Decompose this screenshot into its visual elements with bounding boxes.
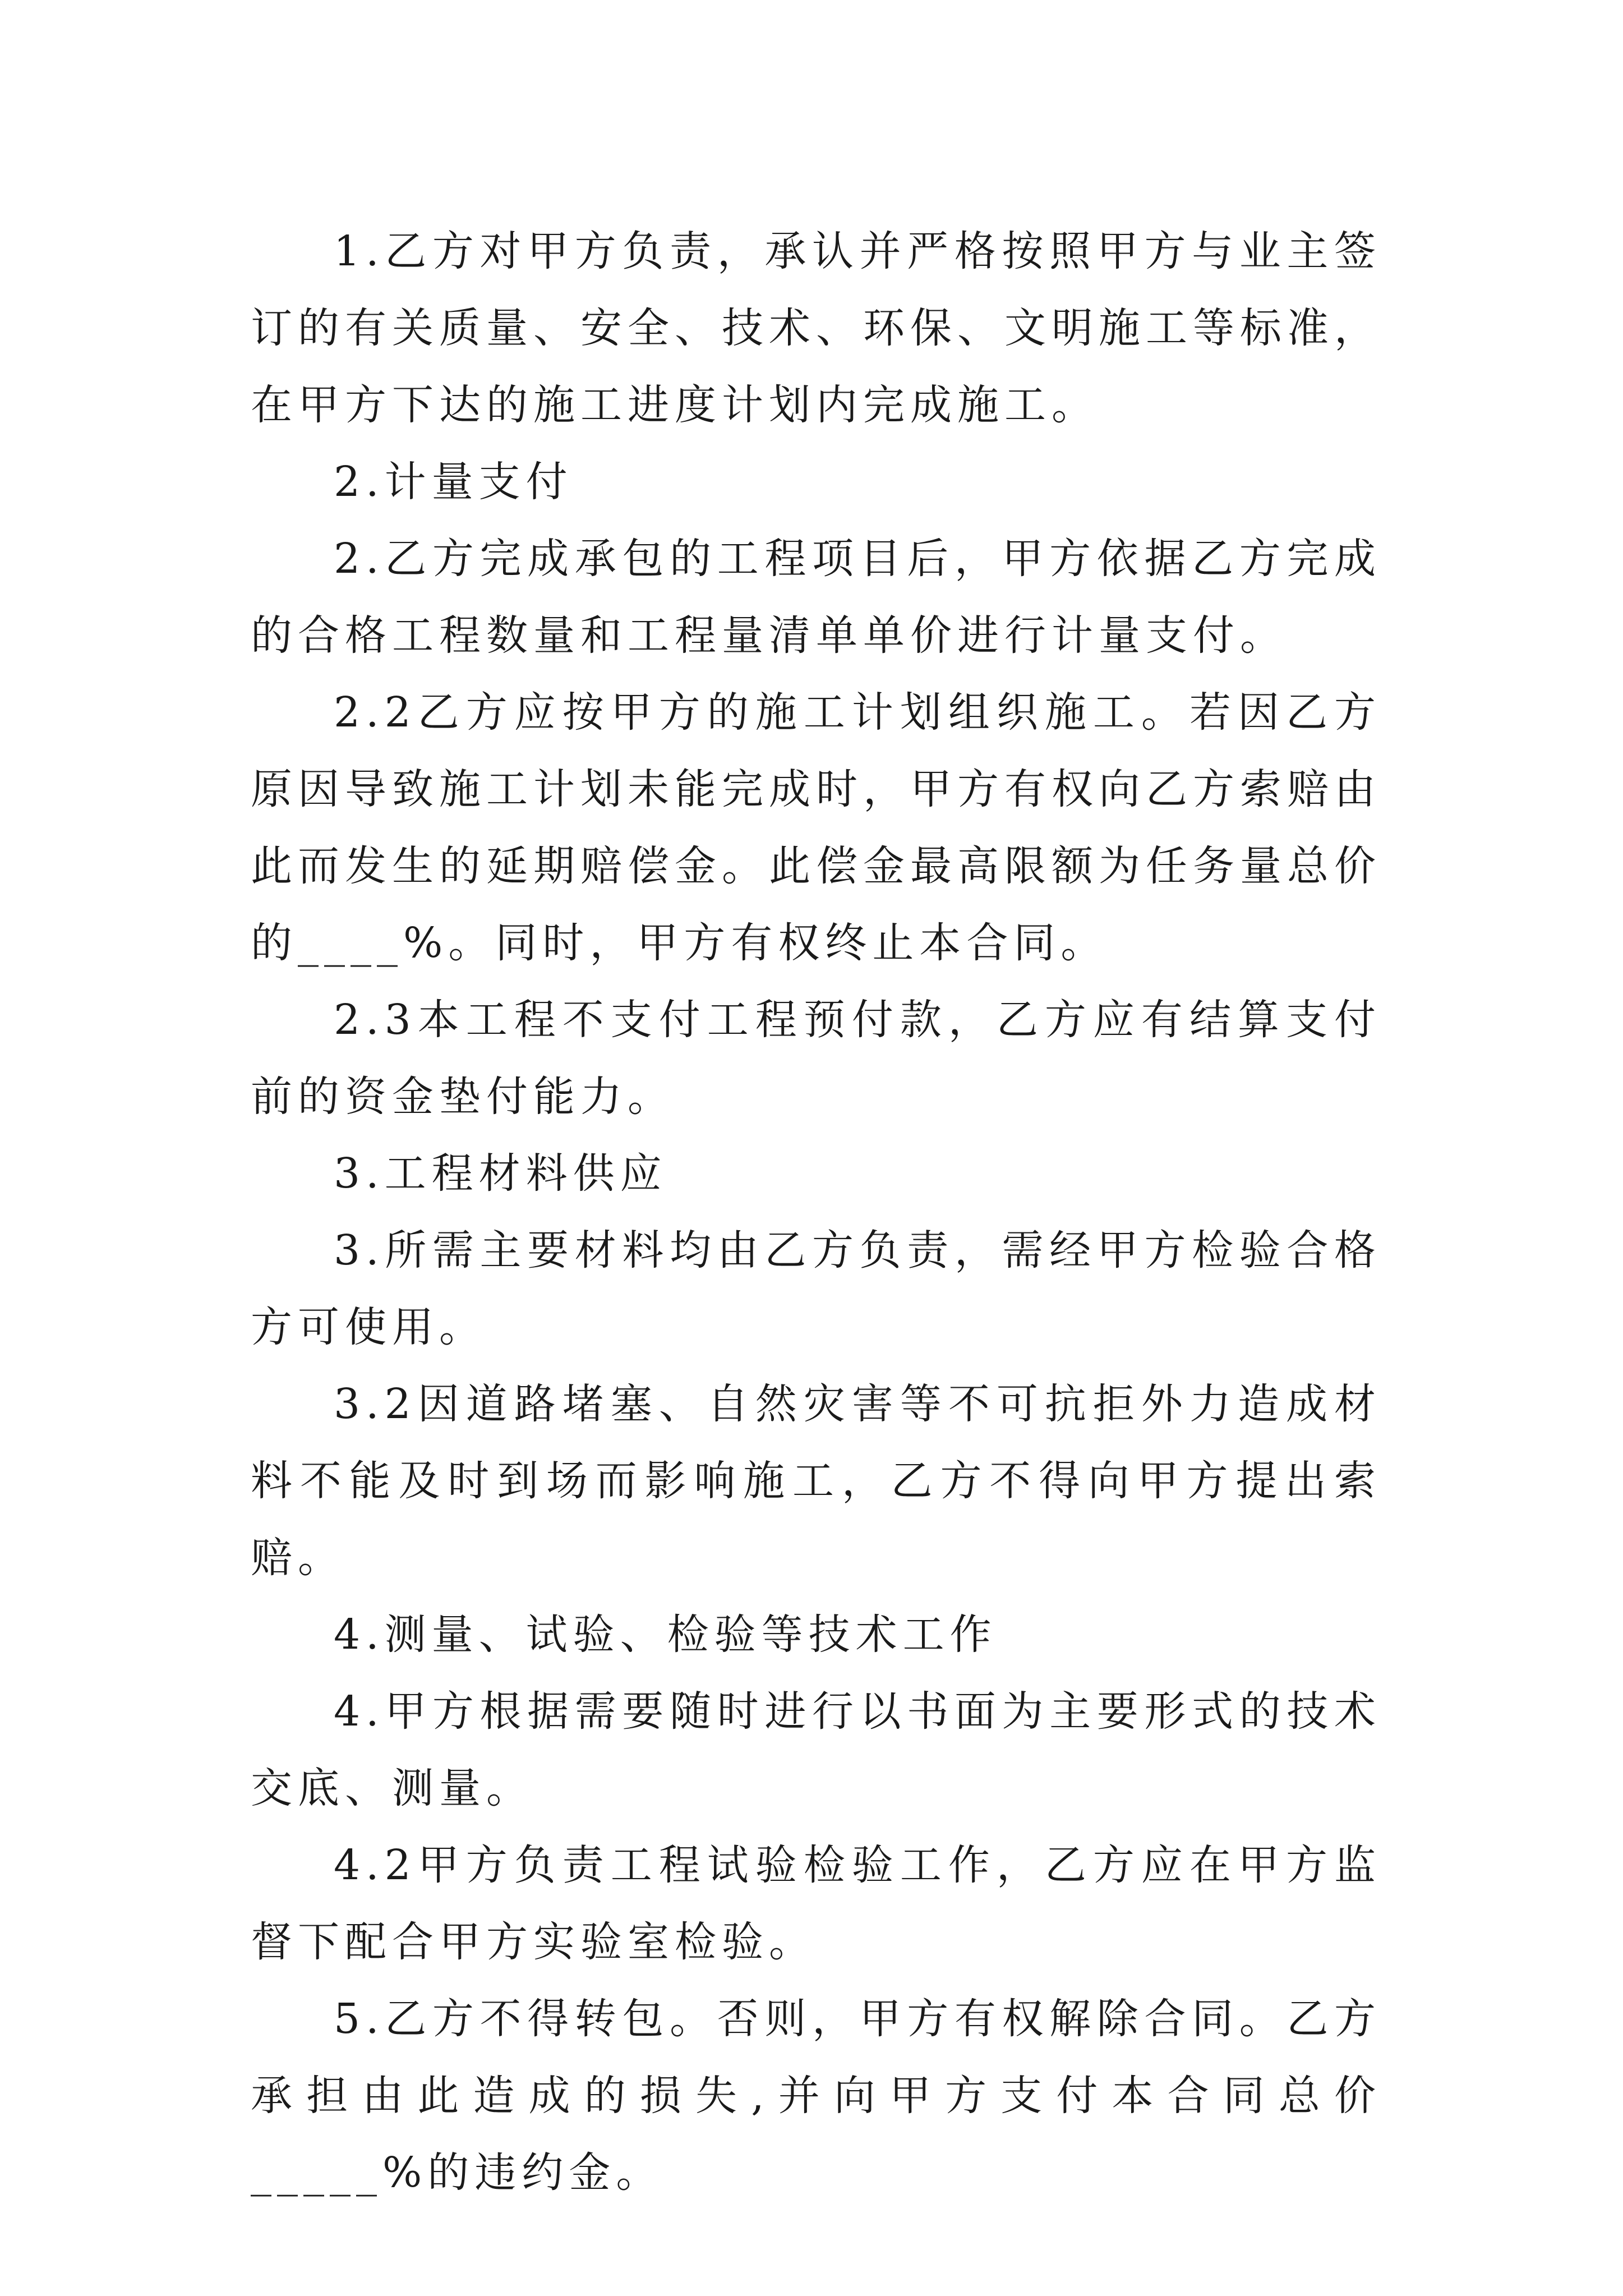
section-3-heading: 3.工程材料供应 — [334, 1149, 667, 1198]
clause-2-1: 2.乙方完成承包的工程项目后，甲方依据乙方完成的合格工程数量和工程量清单单价进行计量支付。 — [251, 535, 1381, 660]
clause-3-2: 3.2因道路堵塞、自然灾害等不可抗拒外力造成材料不能及时到场而影响施工，乙方不得向甲方提出索赔。 — [251, 1380, 1381, 1582]
clause-5: 5.乙方不得转包。否则，甲方有权解除合同。乙方承担由此造成的损失,并向甲方支付本合同总价_____%的违约金。 — [251, 1995, 1381, 2197]
clause-2-3: 2.3本工程不支付工程预付款，乙方应有结算支付前的资金垫付能力。 — [251, 996, 1381, 1121]
clause-1-1: 1.乙方对甲方负责，承认并严格按照甲方与业主签订的有关质量、安全、技术、环保、文明施工等标准，在甲方下达的施工进度计划内完成施工。 — [251, 227, 1381, 429]
section-4-heading: 4.测量、试验、检验等技术工作 — [334, 1611, 997, 1659]
clause-4-1: 4.甲方根据需要随时进行以书面为主要形式的技术交底、测量。 — [251, 1687, 1381, 1812]
section-2-heading: 2.计量支付 — [334, 458, 573, 506]
clause-4-2: 4.2甲方负责工程试验检验工作，乙方应在甲方监督下配合甲方实验室检验。 — [251, 1841, 1381, 1966]
document-body — [251, 213, 1381, 2211]
clause-2-2: 2.2乙方应按甲方的施工计划组织施工。若因乙方原因导致施工计划未能完成时，甲方有权向乙方索赔由此而发生的延期赔偿金。此偿金最高限额为任务量总价的____%。同时，甲方有权终止本合同。 — [251, 688, 1381, 967]
clause-3-1: 3.所需主要材料均由乙方负责，需经甲方检验合格方可使用。 — [251, 1226, 1381, 1351]
